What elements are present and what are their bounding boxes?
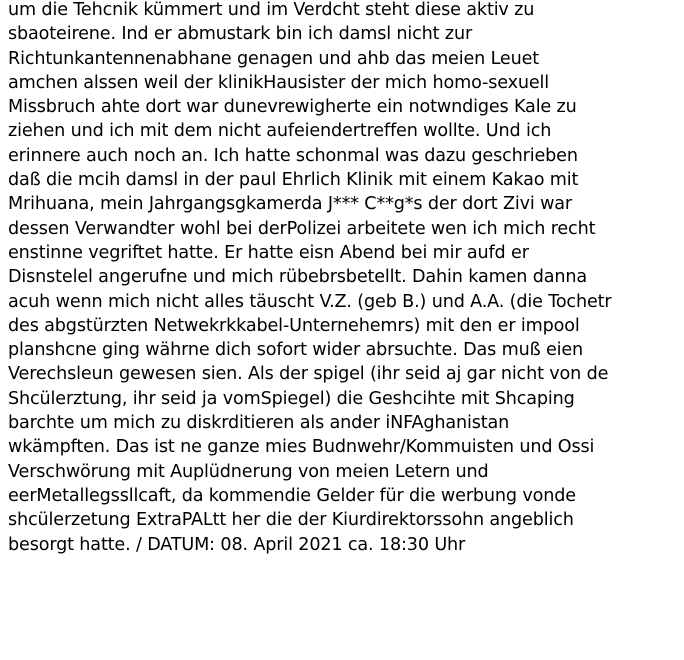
text-line: shcülerzetung ExtraPALtt her die der Kiurdirektorssohn angeblich: [8, 510, 574, 531]
text-line: Shcülerztung, ihr seid ja vomSpiegel) die Geshcihte mit Shcaping: [8, 388, 575, 409]
text-line: um die Tehcnik kümmert und im Verdcht steht diese aktiv zu: [8, 0, 535, 20]
text-line: ziehen und ich mit dem nicht aufeiendertreffen wollte. Und ich: [8, 121, 552, 142]
text-line: Richtunkantennenabhane genagen und ahb das meien Leuet: [8, 48, 540, 69]
text-line: Mrihuana, mein Jahrgangsgkamerda J*** C**g*s der dort Zivi war: [8, 194, 573, 215]
text-line: Verschwörung mit Auplüdnerung von meien Letern und: [8, 461, 489, 482]
text-line: barchte um mich zu diskrditieren als ander iNFAghanistan: [8, 413, 510, 434]
text-line: Disnstelel angerufne und mich rübebrsbetellt. Dahin kamen danna: [8, 267, 587, 288]
text-line: des abgstürzten Netwekrkkabel-Unternehemrs) mit den er impool: [8, 315, 580, 336]
document-body: [8, 0, 684, 557]
text-line: sbaoteirene. Ind er abmustark bin ich damsl nicht zur: [8, 24, 473, 45]
text-line: Verechsleun gewesen sien. Als der spigel (ihr seid aj gar nicht von de: [8, 364, 609, 385]
text-line: daß die mcih damsl in der paul Ehrlich Klinik mit einem Kakao mit: [8, 170, 579, 191]
text-line: acuh wenn mich nicht alles täuscht V.Z. (geb B.) und A.A. (die Tochetr: [8, 291, 612, 312]
text-line: amchen alssen weil der klinikHausister der mich homo-sexuell: [8, 72, 550, 93]
text-line: besorgt hatte. / DATUM: 08. April 2021 ca. 18:30 Uhr: [8, 534, 466, 555]
text-line: Missbruch ahte dort war dunevrewigherte ein notwndiges Kale zu: [8, 97, 577, 118]
text-line: dessen Verwandter wohl bei derPolizei arbeitete wen ich mich recht: [8, 218, 596, 239]
text-line: enstinne vegriftet hatte. Er hatte eisn Abend bei mir aufd er: [8, 242, 529, 263]
text-line: erinnere auch noch an. Ich hatte schonmal was dazu geschrieben: [8, 145, 578, 166]
text-line: planshcne ging währne dich sofort wider abrsuchte. Das muß eien: [8, 340, 584, 361]
text-line: eerMetallegssllcaft, da kommendie Gelder für die werbung vonde: [8, 485, 576, 506]
text-line: wkämpften. Das ist ne ganze mies Budnwehr/Kommuisten und Ossi: [8, 437, 595, 458]
